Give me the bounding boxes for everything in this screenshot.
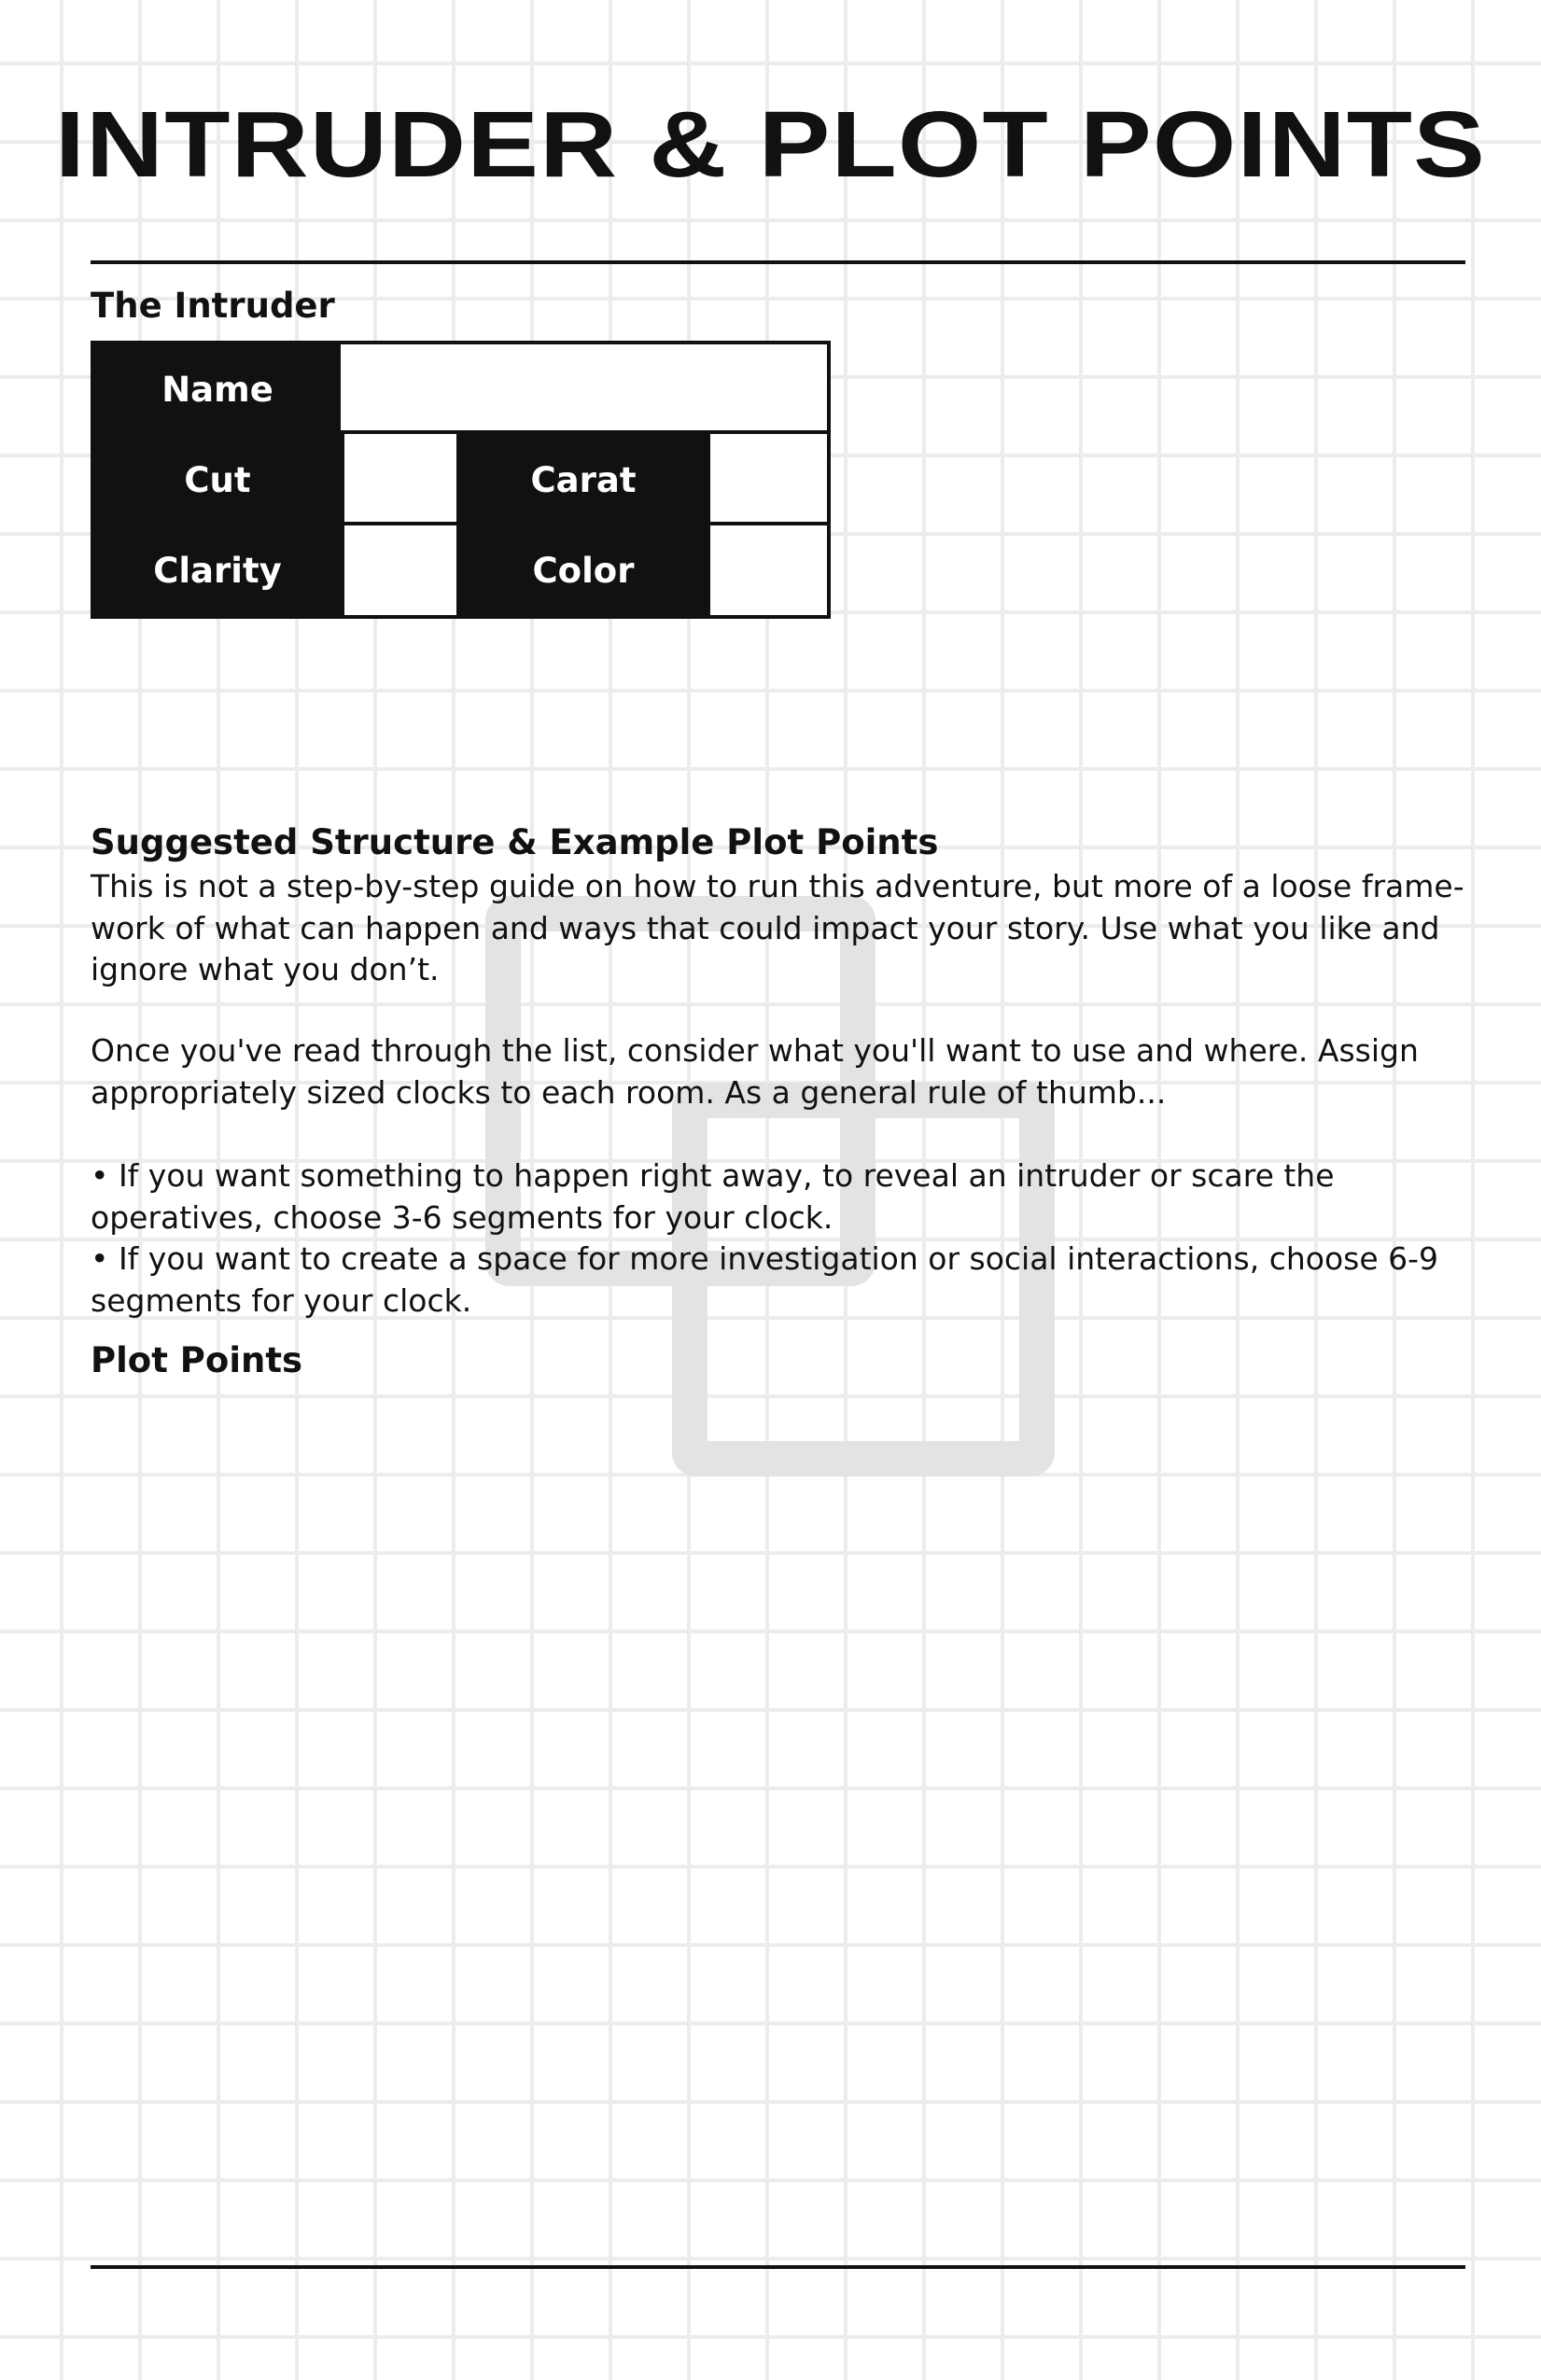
structure-clocks-paragraph: Once you've read through the list, consider what you'll want to use and where. Assign appropriately sized clocks to each room. As a general rule of thumb...: [91, 1032, 1419, 1111]
top-divider: [91, 260, 1465, 264]
name-field[interactable]: [341, 344, 827, 434]
carat-label: Carat: [460, 434, 707, 525]
plot-points-heading: Plot Points: [91, 1340, 303, 1380]
carat-field[interactable]: [707, 434, 827, 525]
intruder-heading: The Intruder: [91, 286, 335, 326]
color-label: Color: [460, 525, 707, 615]
structure-bullet-long-clock: • If you want to create a space for more investigation or social interactions, choose 6-9 segments for your clock.: [91, 1240, 1439, 1319]
structure-heading: Suggested Structure & Example Plot Points: [91, 822, 939, 862]
color-field[interactable]: [707, 525, 827, 615]
structure-bullet-short-clock: • If you want something to happen right away, to reveal an intruder or scare the operatives, choose 3-6 segments for your clock.: [91, 1157, 1335, 1236]
name-label: Name: [94, 344, 341, 434]
page-title: INTRUDER & PLOT POINTS: [54, 92, 1487, 197]
cut-label: Cut: [94, 434, 341, 525]
bottom-divider: [91, 2265, 1465, 2269]
cut-field[interactable]: [341, 434, 460, 525]
intruder-stat-table: [91, 341, 831, 619]
clarity-label: Clarity: [94, 525, 341, 615]
clarity-field[interactable]: [341, 525, 460, 615]
structure-intro-paragraph: This is not a step-by-step guide on how to run this adventure, but more of a loose frame-work of what can happen and ways that could impact your story. Use what you like and ignore what you don’t.: [91, 868, 1464, 987]
